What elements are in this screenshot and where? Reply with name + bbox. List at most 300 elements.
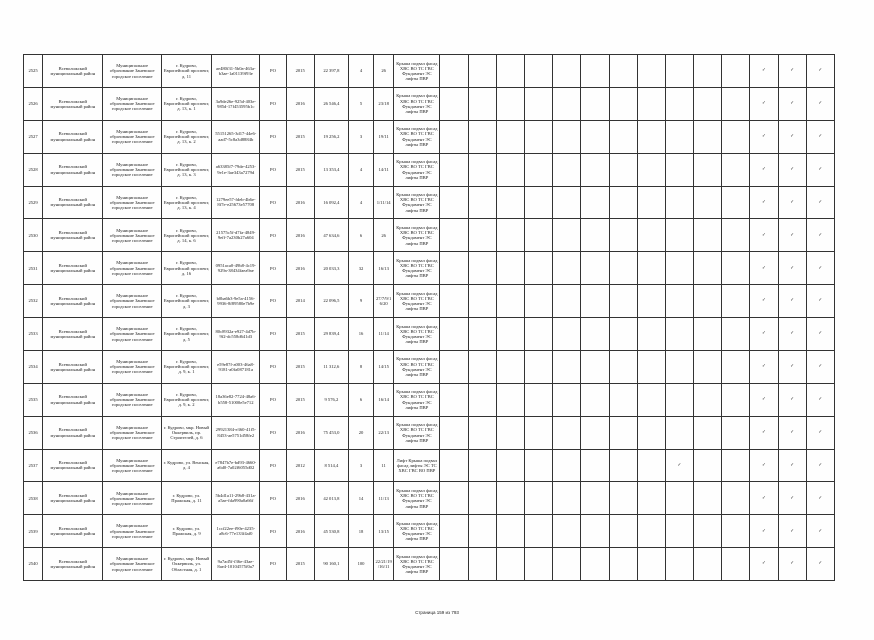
floors-cell: 32 [348, 252, 373, 285]
floors-cell: 4 [348, 153, 373, 186]
housing-register-table [23, 54, 835, 581]
empty-mark-cell [694, 153, 722, 186]
empty-mark-cell [553, 350, 581, 383]
checkmark-icon: ✓ [806, 383, 834, 416]
guid-cell: 80c8932a-e927-4d7b-9f2-dc558d641d3 [212, 318, 260, 351]
empty-mark-cell [722, 318, 750, 351]
area-cell: 9 576,2 [314, 383, 348, 416]
empty-mark-cell [665, 318, 693, 351]
form-cell: РО [260, 482, 286, 515]
empty-mark-cell [553, 87, 581, 120]
empty-mark-cell [496, 285, 524, 318]
year-cell: 2015 [286, 318, 314, 351]
empty-mark-cell [581, 55, 609, 88]
empty-mark-cell [440, 219, 468, 252]
empty-mark-cell [637, 350, 665, 383]
row-number-cell: 2528 [24, 153, 43, 186]
empty-mark-cell [609, 120, 637, 153]
empty-mark-cell [525, 548, 553, 581]
empty-mark-cell [440, 515, 468, 548]
works-cell: Крыша подвал фасад ХВС ВО ТС ГВС Фундамент ЭС лифты ПВР [394, 120, 440, 153]
checkmark-icon: ✓ [778, 416, 806, 449]
settlement-cell: Муниципальное образование Заневское городское поселение [103, 87, 161, 120]
checkmark-icon: ✓ [806, 120, 834, 153]
year-cell: 2012 [286, 449, 314, 482]
form-cell: РО [260, 285, 286, 318]
empty-mark-cell [496, 449, 524, 482]
empty-mark-cell [581, 449, 609, 482]
empty-mark-cell [581, 383, 609, 416]
checkmark-icon: ✓ [778, 55, 806, 88]
empty-mark-cell [440, 120, 468, 153]
entrances-cell: 1/11/14 [374, 186, 394, 219]
checkmark-icon: ✓ [778, 120, 806, 153]
row-number-cell: 2527 [24, 120, 43, 153]
empty-mark-cell [665, 383, 693, 416]
table-row [24, 285, 835, 318]
checkmark-icon: ✓ [750, 55, 778, 88]
empty-mark-cell [637, 482, 665, 515]
empty-mark-cell [496, 515, 524, 548]
table-row [24, 219, 835, 252]
empty-mark-cell [609, 55, 637, 88]
empty-mark-cell [525, 55, 553, 88]
checkmark-icon: ✓ [750, 153, 778, 186]
guid-cell: 29921384-e360-41f5-8453-ae5751d58fe2 [212, 416, 260, 449]
guid-cell: 3a9de26e-925d-403e-985d-17f453595b1c [212, 87, 260, 120]
checkmark-icon: ✓ [750, 219, 778, 252]
empty-mark-cell [665, 416, 693, 449]
table-row [24, 350, 835, 383]
entrances-cell: 16/14 [374, 383, 394, 416]
form-cell: РО [260, 350, 286, 383]
table-row [24, 548, 835, 581]
empty-mark-cell [609, 153, 637, 186]
empty-mark-cell [553, 515, 581, 548]
works-cell: Лифт Крыша подвал фасад лифты ЭС ТС ХВС ГВС ВО ПВР [394, 449, 440, 482]
checkmark-icon: ✓ [778, 318, 806, 351]
checkmark-icon: ✓ [778, 219, 806, 252]
form-cell: РО [260, 416, 286, 449]
district-cell: Всеволожский муниципальный район [43, 55, 103, 88]
settlement-cell: Муниципальное образование Заневское городское поселение [103, 482, 161, 515]
empty-mark-cell [694, 219, 722, 252]
area-cell: 11 312,6 [314, 350, 348, 383]
checkmark-icon: ✓ [750, 87, 778, 120]
empty-mark-cell [694, 515, 722, 548]
empty-mark-cell [525, 120, 553, 153]
guid-cell: 18a36e82-7724-48a6-b558-51000e5e712 [212, 383, 260, 416]
settlement-cell: Муниципальное образование Заневское городское поселение [103, 55, 161, 88]
entrances-cell: 22/13 [374, 416, 394, 449]
year-cell: 2015 [286, 383, 314, 416]
empty-mark-cell [496, 219, 524, 252]
empty-mark-cell [468, 350, 496, 383]
works-cell: Крыша подвал фасад ХВС ВО ТС ГВС Фундамент ЭС лифты ПВР [394, 548, 440, 581]
empty-mark-cell [665, 548, 693, 581]
empty-mark-cell [440, 548, 468, 581]
checkmark-icon: ✓ [806, 548, 834, 581]
area-cell: 75 453,0 [314, 416, 348, 449]
empty-mark-cell [637, 87, 665, 120]
form-cell: РО [260, 219, 286, 252]
empty-mark-cell [496, 416, 524, 449]
empty-mark-cell [694, 285, 722, 318]
settlement-cell: Муниципальное образование Заневское городское поселение [103, 548, 161, 581]
guid-cell: 21575c5f-d7fa-4849-9eff-7a230b27a604 [212, 219, 260, 252]
empty-mark-cell [525, 285, 553, 318]
empty-mark-cell [637, 383, 665, 416]
district-cell: Всеволожский муниципальный район [43, 548, 103, 581]
empty-mark-cell [440, 416, 468, 449]
checkmark-icon: ✓ [806, 515, 834, 548]
row-number-cell: 2534 [24, 350, 43, 383]
row-number-cell: 2540 [24, 548, 43, 581]
works-cell: Крыша подвал фасад ХВС ВО ТС ГВС Фундамент ЭС лифты ПВР [394, 383, 440, 416]
empty-mark-cell [496, 55, 524, 88]
empty-mark-cell [722, 515, 750, 548]
checkmark-icon: ✓ [750, 548, 778, 581]
table-row [24, 482, 835, 515]
address-cell: г. Кудрово, ул. Пражская, д. 11 [161, 482, 211, 515]
empty-mark-cell [525, 383, 553, 416]
district-cell: Всеволожский муниципальный район [43, 383, 103, 416]
floors-cell: 6 [348, 219, 373, 252]
table-row [24, 87, 835, 120]
empty-mark-cell [694, 449, 722, 482]
empty-mark-cell [496, 153, 524, 186]
checkmark-icon: ✓ [778, 383, 806, 416]
checkmark-icon: ✓ [750, 120, 778, 153]
floors-cell: 18 [348, 515, 373, 548]
entrances-cell: 11/14 [374, 318, 394, 351]
empty-mark-cell [722, 55, 750, 88]
empty-mark-cell [468, 55, 496, 88]
empty-mark-cell [440, 87, 468, 120]
empty-mark-cell [722, 383, 750, 416]
empty-mark-cell [525, 87, 553, 120]
row-number-cell: 2532 [24, 285, 43, 318]
area-cell: 22 096,5 [314, 285, 348, 318]
empty-mark-cell [525, 350, 553, 383]
empty-mark-cell [637, 515, 665, 548]
form-cell: РО [260, 87, 286, 120]
empty-mark-cell [468, 383, 496, 416]
table-row [24, 153, 835, 186]
empty-mark-cell [722, 252, 750, 285]
checkmark-icon: ✓ [806, 252, 834, 285]
empty-mark-cell [722, 449, 750, 482]
entrances-cell: 13/15 [374, 515, 394, 548]
checkmark-icon: ✓ [806, 350, 834, 383]
settlement-cell: Муниципальное образование Заневское городское поселение [103, 153, 161, 186]
table-body [24, 55, 835, 581]
empty-mark-cell [440, 318, 468, 351]
checkmark-icon: ✓ [778, 285, 806, 318]
empty-mark-cell [525, 153, 553, 186]
entrances-cell: 26 [374, 219, 394, 252]
area-cell: 13 353,4 [314, 153, 348, 186]
year-cell: 2016 [286, 186, 314, 219]
empty-mark-cell [694, 318, 722, 351]
checkmark-icon: ✓ [778, 186, 806, 219]
empty-mark-cell [440, 186, 468, 219]
empty-mark-cell [665, 350, 693, 383]
empty-mark-cell [525, 219, 553, 252]
checkmark-icon: ✓ [806, 482, 834, 515]
empty-mark-cell [553, 416, 581, 449]
district-cell: Всеволожский муниципальный район [43, 416, 103, 449]
area-cell: 22 397,8 [314, 55, 348, 88]
area-cell: 42 013,8 [314, 482, 348, 515]
checkmark-icon: ✓ [806, 285, 834, 318]
year-cell: 2015 [286, 548, 314, 581]
settlement-cell: Муниципальное образование Заневское городское поселение [103, 120, 161, 153]
empty-mark-cell [665, 120, 693, 153]
entrances-cell: 22/21/19/16/11 [374, 548, 394, 581]
empty-mark-cell [665, 55, 693, 88]
table-row [24, 383, 835, 416]
empty-mark-cell [496, 186, 524, 219]
checkmark-icon: ✓ [806, 153, 834, 186]
empty-mark-cell [496, 252, 524, 285]
empty-mark-cell [665, 186, 693, 219]
checkmark-icon: ✓ [778, 449, 806, 482]
address-cell: г. Кудрово, Европейский проспект, д. 13, к. 2 [161, 120, 211, 153]
empty-mark-cell [637, 416, 665, 449]
empty-mark-cell [609, 416, 637, 449]
empty-mark-cell [525, 449, 553, 482]
empty-mark-cell [553, 285, 581, 318]
empty-mark-cell [553, 153, 581, 186]
empty-mark-cell [694, 87, 722, 120]
checkmark-icon: ✓ [778, 153, 806, 186]
empty-mark-cell [581, 548, 609, 581]
empty-mark-cell [553, 252, 581, 285]
empty-mark-cell [609, 482, 637, 515]
district-cell: Всеволожский муниципальный район [43, 350, 103, 383]
empty-mark-cell [440, 285, 468, 318]
empty-mark-cell [468, 219, 496, 252]
empty-mark-cell [694, 55, 722, 88]
empty-mark-cell [496, 482, 524, 515]
empty-mark-cell [722, 186, 750, 219]
form-cell: РО [260, 383, 286, 416]
row-number-cell: 2535 [24, 383, 43, 416]
empty-mark-cell [609, 318, 637, 351]
checkmark-icon: ✓ [806, 449, 834, 482]
year-cell: 2014 [286, 285, 314, 318]
guid-cell: 0951aca0-49b8-4c19-929a-38434faea9ae [212, 252, 260, 285]
settlement-cell: Муниципальное образование Заневское городское поселение [103, 318, 161, 351]
entrances-cell: 27/7/9/16/20 [374, 285, 394, 318]
row-number-cell: 2529 [24, 186, 43, 219]
form-cell: РО [260, 186, 286, 219]
empty-mark-cell [694, 350, 722, 383]
empty-mark-cell [609, 515, 637, 548]
year-cell: 2015 [286, 153, 314, 186]
empty-mark-cell [694, 120, 722, 153]
empty-mark-cell [665, 87, 693, 120]
empty-mark-cell [609, 548, 637, 581]
works-cell: Крыша подвал фасад ХВС ВО ТС ГВС Фундамент ЭС лифты ПВР [394, 252, 440, 285]
empty-mark-cell [609, 350, 637, 383]
table-row [24, 515, 835, 548]
guid-cell: 1ccf22ee-f90e-4235-a8c6-77e133f4af0 [212, 515, 260, 548]
district-cell: Всеволожский муниципальный район [43, 186, 103, 219]
table-row [24, 449, 835, 482]
empty-mark-cell [637, 219, 665, 252]
address-cell: г. Кудрово, Европейский проспект, д. 9, к. 1 [161, 350, 211, 383]
empty-mark-cell [581, 482, 609, 515]
empty-mark-cell [722, 482, 750, 515]
empty-mark-cell [468, 416, 496, 449]
page-footer: Страница 159 из 793 [415, 610, 459, 615]
address-cell: г. Кудрово, Европейский проспект, д. 14, к. 6 [161, 219, 211, 252]
address-cell: г. Кудрово, мкр. Новый Оккервиль, ул. Областная, д. 1 [161, 548, 211, 581]
empty-mark-cell [553, 318, 581, 351]
address-cell: г. Кудрово, Европейский проспект, д. 16 [161, 252, 211, 285]
empty-mark-cell [440, 383, 468, 416]
address-cell: г. Кудрово, Европейский проспект, д. 5 [161, 318, 211, 351]
empty-mark-cell [468, 318, 496, 351]
empty-mark-cell [637, 153, 665, 186]
works-cell: Крыша подвал фасад ХВС ВО ТС ГВС Фундамент ЭС лифты ПВР [394, 350, 440, 383]
year-cell: 2016 [286, 87, 314, 120]
district-cell: Всеволожский муниципальный район [43, 482, 103, 515]
guid-cell: a63385f7-79de-4253-9e1e-3ae343a7279d [212, 153, 260, 186]
empty-mark-cell [637, 449, 665, 482]
empty-mark-cell [665, 153, 693, 186]
settlement-cell: Муниципальное образование Заневское городское поселение [103, 219, 161, 252]
empty-mark-cell [525, 515, 553, 548]
empty-mark-cell [694, 252, 722, 285]
checkmark-icon: ✓ [806, 318, 834, 351]
empty-mark-cell [694, 186, 722, 219]
floors-cell: 6 [348, 383, 373, 416]
empty-mark-cell [637, 252, 665, 285]
empty-mark-cell [722, 285, 750, 318]
checkmark-icon: ✓ [778, 515, 806, 548]
empty-mark-cell [665, 285, 693, 318]
row-number-cell: 2526 [24, 87, 43, 120]
form-cell: РО [260, 548, 286, 581]
empty-mark-cell [665, 252, 693, 285]
area-cell: 26 546,4 [314, 87, 348, 120]
empty-mark-cell [440, 449, 468, 482]
empty-mark-cell [581, 252, 609, 285]
empty-mark-cell [722, 87, 750, 120]
entrances-cell: 23/18 [374, 87, 394, 120]
empty-mark-cell [468, 515, 496, 548]
floors-cell: 4 [348, 55, 373, 88]
empty-mark-cell [581, 285, 609, 318]
area-cell: 47 634,6 [314, 219, 348, 252]
empty-mark-cell [637, 285, 665, 318]
checkmark-icon: ✓ [750, 515, 778, 548]
empty-mark-cell [553, 186, 581, 219]
floors-cell: 20 [348, 416, 373, 449]
empty-mark-cell [553, 548, 581, 581]
empty-mark-cell [496, 120, 524, 153]
checkmark-icon: ✓ [778, 87, 806, 120]
checkmark-icon: ✓ [750, 252, 778, 285]
checkmark-icon: ✓ [750, 186, 778, 219]
row-number-cell: 2536 [24, 416, 43, 449]
empty-mark-cell [525, 416, 553, 449]
empty-mark-cell [665, 515, 693, 548]
floors-cell: 9 [348, 285, 373, 318]
table-row [24, 318, 835, 351]
year-cell: 2015 [286, 120, 314, 153]
works-cell: Крыша подвал фасад ХВС ВО ТС ГВС Фундамент ЭС лифты ПВР [394, 219, 440, 252]
table-row [24, 252, 835, 285]
settlement-cell: Муниципальное образование Заневское городское поселение [103, 383, 161, 416]
empty-mark-cell [468, 120, 496, 153]
empty-mark-cell [722, 416, 750, 449]
area-cell: 90 160,1 [314, 548, 348, 581]
empty-mark-cell [609, 87, 637, 120]
empty-mark-cell [581, 219, 609, 252]
guid-cell: 9a7ad5f-f36e-43ae-8ae4-10104575f0a7 [212, 548, 260, 581]
empty-mark-cell [694, 383, 722, 416]
empty-mark-cell [722, 350, 750, 383]
empty-mark-cell [637, 318, 665, 351]
row-number-cell: 2537 [24, 449, 43, 482]
settlement-cell: Муниципальное образование Заневское городское поселение [103, 515, 161, 548]
floors-cell: 5 [348, 87, 373, 120]
row-number-cell: 2539 [24, 515, 43, 548]
year-cell: 2015 [286, 350, 314, 383]
floors-cell: 100 [348, 548, 373, 581]
empty-mark-cell [496, 350, 524, 383]
entrances-cell: 19/11 [374, 120, 394, 153]
table-row [24, 416, 835, 449]
empty-mark-cell [468, 548, 496, 581]
floors-cell: 14 [348, 482, 373, 515]
district-cell: Всеволожский муниципальный район [43, 285, 103, 318]
empty-mark-cell [722, 120, 750, 153]
checkmark-icon: ✓ [778, 548, 806, 581]
settlement-cell: Муниципальное образование Заневское городское поселение [103, 252, 161, 285]
district-cell: Всеволожский муниципальный район [43, 219, 103, 252]
works-cell: Крыша подвал фасад ХВС ВО ТС ГВС Фундамент ЭС лифты ПВР [394, 318, 440, 351]
district-cell: Всеволожский муниципальный район [43, 252, 103, 285]
guid-cell: e59e87f-a003-46a8-9181-a0fa087181a [212, 350, 260, 383]
empty-mark-cell [581, 350, 609, 383]
year-cell: 2016 [286, 416, 314, 449]
settlement-cell: Муниципальное образование Заневское городское поселение [103, 285, 161, 318]
settlement-cell: Муниципальное образование Заневское городское поселение [103, 186, 161, 219]
empty-mark-cell [722, 548, 750, 581]
empty-mark-cell [722, 153, 750, 186]
empty-mark-cell [665, 219, 693, 252]
empty-mark-cell [553, 219, 581, 252]
form-cell: РО [260, 252, 286, 285]
table-row [24, 55, 835, 88]
empty-mark-cell [722, 219, 750, 252]
entrances-cell: 14/15 [374, 350, 394, 383]
floors-cell: 4 [348, 186, 373, 219]
empty-mark-cell [496, 548, 524, 581]
settlement-cell: Муниципальное образование Заневское городское поселение [103, 449, 161, 482]
settlement-cell: Муниципальное образование Заневское городское поселение [103, 350, 161, 383]
empty-mark-cell [440, 153, 468, 186]
checkmark-icon: ✓ [778, 252, 806, 285]
guid-cell: 5b4d1a11-29b8-431a-a5ae-fda990a0a66f [212, 482, 260, 515]
empty-mark-cell [553, 120, 581, 153]
guid-cell: b0ba6b3-9e5a-4156-9936-8f89580e7b9e [212, 285, 260, 318]
